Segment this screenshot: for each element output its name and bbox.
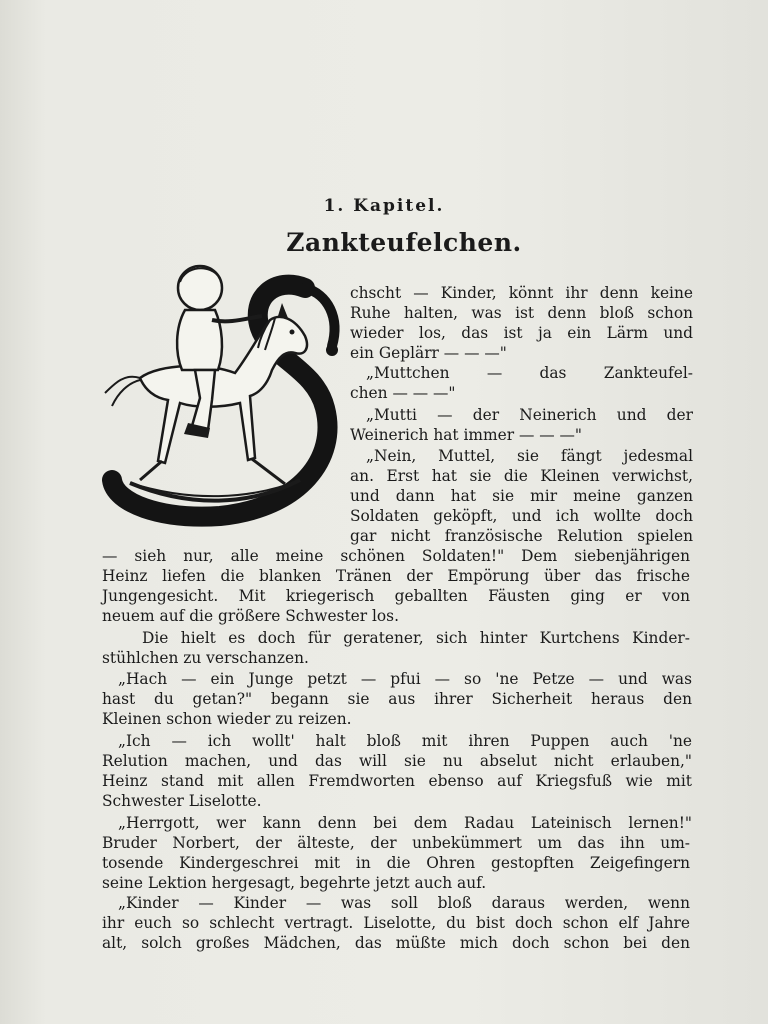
text-line: ein Geplärr — — —"	[350, 344, 507, 362]
rocking-horse-child-illustration	[100, 258, 350, 533]
text-line: gar nicht französische Relution spielen	[350, 527, 693, 545]
text-line: alt, solch großes Mädchen, das müßte mich doch schon bei den	[102, 934, 690, 952]
text-line: „Mutti — der Neinerich und der	[366, 406, 693, 424]
text-line: „Herrgott, wer kann denn bei dem Radau Lateinisch lernen!"	[118, 814, 692, 832]
text-line: „Muttchen — das Zankteufel-	[366, 364, 693, 382]
text-line: hast du getan?" begann sie aus ihrer Sicherheit heraus den	[102, 690, 692, 708]
text-line: Heinz stand mit allen Fremdworten ebenso auf Kriegsfuß wie mit	[102, 772, 692, 790]
text-line: tosende Kindergeschrei mit in die Ohren gestopften Zeigefingern	[102, 854, 690, 872]
chapter-title: Zankteufelchen.	[286, 228, 522, 257]
text-line: „Kinder — Kinder — was soll bloß daraus werden, wenn	[118, 894, 690, 912]
text-line: neuem auf die größere Schwester los.	[102, 607, 399, 625]
text-line: wieder los, das ist ja ein Lärm und	[350, 324, 693, 342]
text-line: Die hielt es doch für geratener, sich hinter Kurtchens Kinder-	[142, 629, 690, 647]
text-line: stühlchen zu verschanzen.	[102, 649, 309, 667]
text-line: Kleinen schon wieder zu reizen.	[102, 710, 352, 728]
text-line: Heinz liefen die blanken Tränen der Empörung über das frische	[102, 567, 690, 585]
text-line: Jungengesicht. Mit kriegerisch geballten Fäusten ging er von	[102, 587, 690, 605]
text-line: Schwester Liselotte.	[102, 792, 262, 810]
text-line: Soldaten geköpft, und ich wollte doch	[350, 507, 693, 525]
text-line: seine Lektion hergesagt, begehrte jetzt auch auf.	[102, 874, 487, 892]
text-line: — sieh nur, alle meine schönen Soldaten!" Dem siebenjährigen	[102, 547, 690, 565]
text-line: „Nein, Muttel, sie fängt jedesmal	[366, 447, 693, 465]
text-line: „Ich — ich wollt' halt bloß mit ihren Puppen auch 'ne	[118, 732, 692, 750]
chapter-heading: 1. Kapitel.	[323, 196, 445, 216]
text-line: „Hach — ein Junge petzt — pfui — so 'ne Petze — und was	[118, 670, 692, 688]
text-line: Weinerich hat immer — — —"	[350, 426, 582, 444]
text-line: Bruder Norbert, der älteste, der unbekümmert um das ihn um-	[102, 834, 690, 852]
text-line: ihr euch so schlecht vertragt. Liselotte, du bist doch schon elf Jahre	[102, 914, 690, 932]
text-line: Ruhe halten, was ist denn bloß schon	[350, 304, 693, 322]
horse-icon	[140, 317, 307, 463]
text-line: an. Erst hat sie die Kleinen verwichst,	[350, 467, 693, 485]
text-line: und dann hat sie mir meine ganzen	[350, 487, 693, 505]
text-line: chen — — —"	[350, 384, 456, 402]
text-line: chscht — Kinder, könnt ihr denn keine	[350, 284, 693, 302]
text-line: Relution machen, und das will sie nu abselut nicht erlauben,"	[102, 752, 692, 770]
